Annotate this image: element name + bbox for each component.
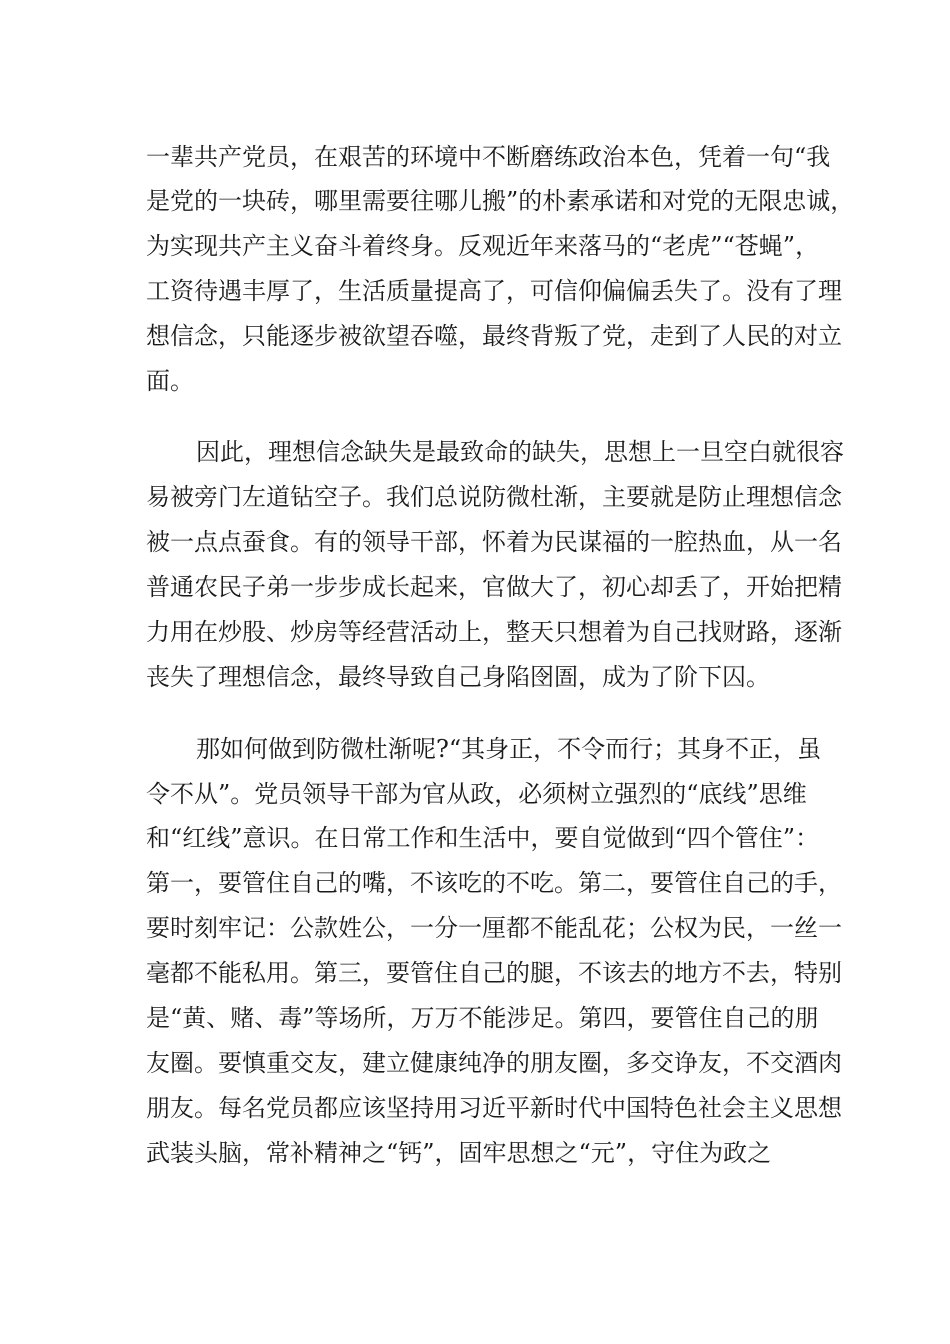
text-line-18: 毫都不能私用。第三，要管住自己的腿，不该去的地方不去，特别	[146, 959, 842, 987]
text-line-3: 为实现共产主义奋斗着终身。反观近年来落马的“老虎”“苍蝇”，	[146, 232, 820, 260]
text-line-10: 普通农民子弟一步步成长起来，官做大了，初心却丢了，开始把精	[146, 573, 842, 601]
text-line-14: 令不从”。党员领导干部为官从政，必须树立强烈的“底线”思维	[146, 780, 807, 808]
text-line-15: 和“红线”意识。在日常工作和生活中，要自觉做到“四个管住”：	[146, 824, 820, 852]
text-line-6: 面。	[146, 367, 194, 395]
text-line-21: 朋友。每名党员都应该坚持用习近平新时代中国特色社会主义思想	[146, 1094, 842, 1122]
text-line-2: 是党的一块砖，哪里需要往哪儿搬”的朴素承诺和对党的无限忠诚，	[146, 187, 855, 215]
text-line-13: 那如何做到防微杜渐呢?“其身正，不令而行；其身不正，虽	[196, 735, 822, 763]
text-line-9: 被一点点蚕食。有的领导干部，怀着为民谋福的一腔热血，从一名	[146, 528, 842, 556]
text-line-1: 一辈共产党员，在艰苦的环境中不断磨练政治本色，凭着一句“我	[146, 143, 831, 171]
text-line-17: 要时刻牢记：公款姓公，一分一厘都不能乱花；公权为民，一丝一	[146, 914, 842, 942]
text-line-19: 是“黄、赌、毒”等场所，万万不能涉足。第四，要管住自己的朋	[146, 1004, 819, 1032]
text-line-22: 武装头脑，常补精神之“钙”，固牢思想之“元”，守住为政之	[146, 1139, 772, 1167]
text-line-20: 友圈。要慎重交友，建立健康纯净的朋友圈，多交诤友，不交酒肉	[146, 1049, 842, 1077]
text-line-12: 丧失了理想信念，最终导致自己身陷囹圄，成为了阶下囚。	[146, 663, 770, 691]
text-line-11: 力用在炒股、炒房等经营活动上，整天只想着为自己找财路，逐渐	[146, 618, 842, 646]
text-line-4: 工资待遇丰厚了，生活质量提高了，可信仰偏偏丢失了。没有了理	[146, 277, 842, 305]
text-line-7: 因此，理想信念缺失是最致命的缺失，思想上一旦空白就很容	[196, 438, 844, 466]
text-line-16: 第一，要管住自己的嘴，不该吃的不吃。第二，要管住自己的手，	[146, 869, 842, 897]
text-line-8: 易被旁门左道钻空子。我们总说防微杜渐，主要就是防止理想信念	[146, 483, 842, 511]
text-line-5: 想信念，只能逐步被欲望吞噬，最终背叛了党，走到了人民的对立	[146, 322, 842, 350]
